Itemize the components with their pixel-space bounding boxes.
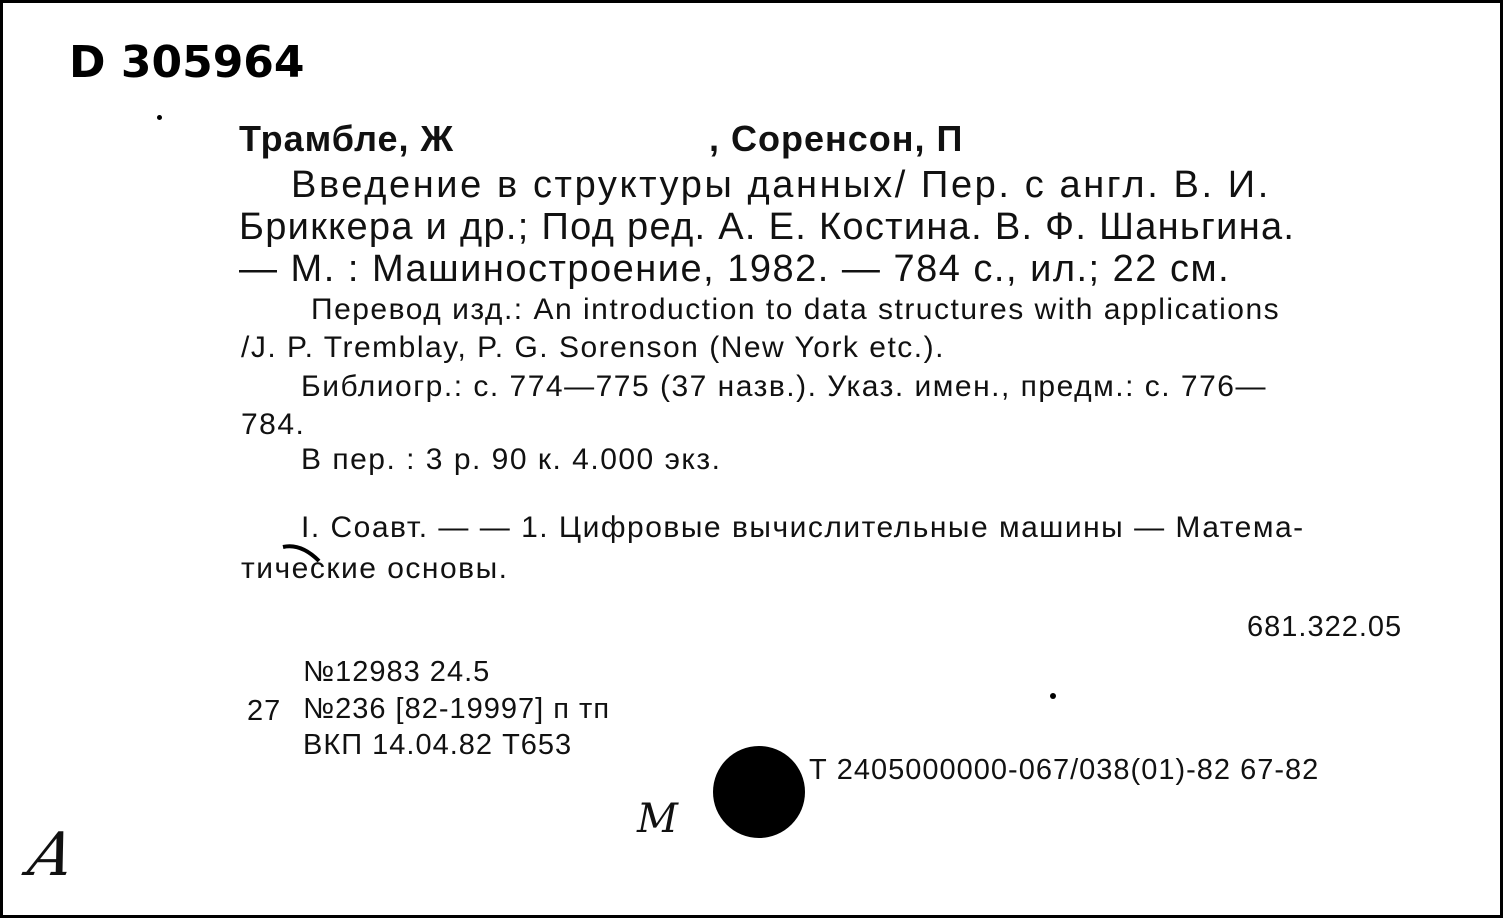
author-primary: Трамбле, Ж [239,118,455,159]
bibliography-note-line-1: Библиогр.: с. 774—775 (37 назв.). Указ. имен., предм.: с. 776— [301,370,1267,403]
price-line: В пер. : 3 р. 90 к. 4.000 экз. [301,443,722,476]
code-line: Т 2405000000-067/038(01)-82 67-82 [809,754,1320,786]
udc-code: 681.322.05 [1247,611,1403,643]
handwritten-m: М [637,796,678,842]
ink-blot [713,746,805,838]
translation-note-line-1: Перевод изд.: An introduction to data structures with applications [311,293,1281,326]
registry-line-3: ВКП 14.04.82 Т653 [303,729,573,761]
title-line-1: Введение в структуры данных/ Пер. с англ. В. И. [291,164,1271,206]
author-secondary: , Соренсон, П [709,118,964,159]
translation-note-line-2: /J. P. Tremblay, P. G. Sorenson (New York etc.). [241,331,945,364]
registry-line-2: №236 [82-19997] п тп [303,693,611,725]
registry-prefix: 27 [247,695,282,727]
title-line-2: Бриккера и др.; Под ред. А. Е. Костина. В. Ф. Шаньгина. [239,206,1296,248]
speck [157,115,162,120]
handwritten-stroke [279,541,329,571]
title-line-3: — М. : Машиностроение, 1982. — 784 с., ил.; 22 см. [239,248,1231,290]
call-number: D 305964 [69,37,305,88]
speck [1050,693,1056,699]
handwritten-corner-mark: А [21,820,82,890]
tracings-line-2: тические основы. [241,552,509,585]
tracings-line-1: I. Соавт. — — 1. Цифровые вычислительные машины — Матема- [301,511,1305,544]
bibliography-note-line-2: 784. [241,408,306,441]
registry-line-1: №12983 24.5 [303,656,491,688]
